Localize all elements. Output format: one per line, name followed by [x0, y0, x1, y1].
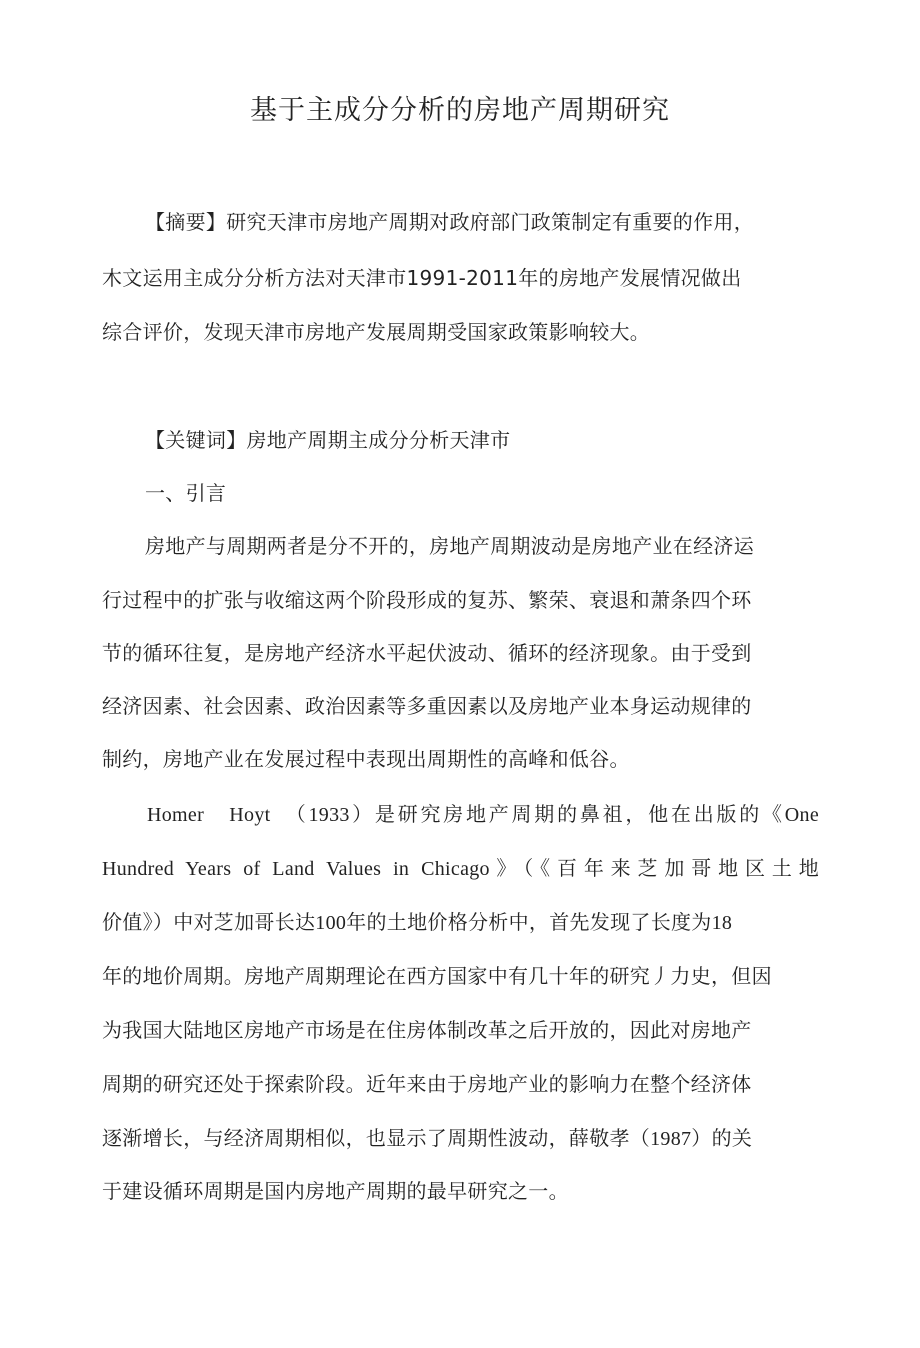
paragraph-1-line-5: 制约，房地产业在发展过程中表现出周期性的高峰和低谷。 — [102, 747, 630, 771]
paragraph-2-line-4: 年的地价周期。房地产周期理论在西方国家中有几十年的研究丿力史，但因 — [102, 964, 772, 988]
paragraph-1-line-1: 房地产与周期两者是分不开的，房地产周期波动是房地产业在经济运 — [145, 534, 754, 558]
keywords: 【关键词】房地产周期主成分分析天津市 — [145, 428, 511, 452]
abstract-line-3: 综合评价，发现天津市房地产发展周期受国家政策影响较大。 — [102, 320, 651, 344]
paragraph-1-line-3: 节的循环往复，是房地产经济水平起伏波动、循环的经济现象。由于受到 — [102, 641, 752, 665]
document-title: 基于主成分分析的房地产周期研究 — [250, 95, 670, 126]
paragraph-2-line-6: 周期的研究还处于探索阶段。近年来由于房地产业的影响力在整个经济体 — [102, 1072, 752, 1096]
abstract-line-1: 【摘要】研究天津市房地产周期对政府部门政策制定有重要的作用， — [145, 210, 754, 234]
paragraph-2-line-2: Hundred Years of Land Values in Chicago》（《百年来芝加哥地区土地 — [102, 858, 819, 880]
paragraph-2-line-7: 逐渐增长，与经济周期相似，也显示了周期性波动，薛敬孝（1987）的关 — [102, 1128, 753, 1150]
section-heading: 一、引言 — [145, 481, 227, 505]
paragraph-2-line-5: 为我国大陆地区房地产市场是在住房体制改革之后开放的，因此对房地产 — [102, 1018, 752, 1042]
abstract-line-2: 木文运用主成分分析方法对天津市1991-2011年的房地产发展情况做出 — [102, 266, 742, 290]
paragraph-1-line-4: 经济因素、社会因素、政治因素等多重因素以及房地产业本身运动规律的 — [102, 694, 752, 718]
paragraph-2-line-1: Homer Hoyt （1933）是研究房地产周期的鼻祖，他在出版的《One — [147, 804, 819, 826]
paragraph-1-line-2: 行过程中的扩张与收缩这两个阶段形成的复苏、繁荣、衰退和萧条四个环 — [102, 588, 752, 612]
paragraph-2-line-8: 于建设循环周期是国内房地产周期的最早研究之一。 — [102, 1179, 569, 1203]
paragraph-2-line-3: 价值》）中对芝加哥长达100年的土地价格分析中，首先发现了长度为18 — [102, 912, 733, 934]
